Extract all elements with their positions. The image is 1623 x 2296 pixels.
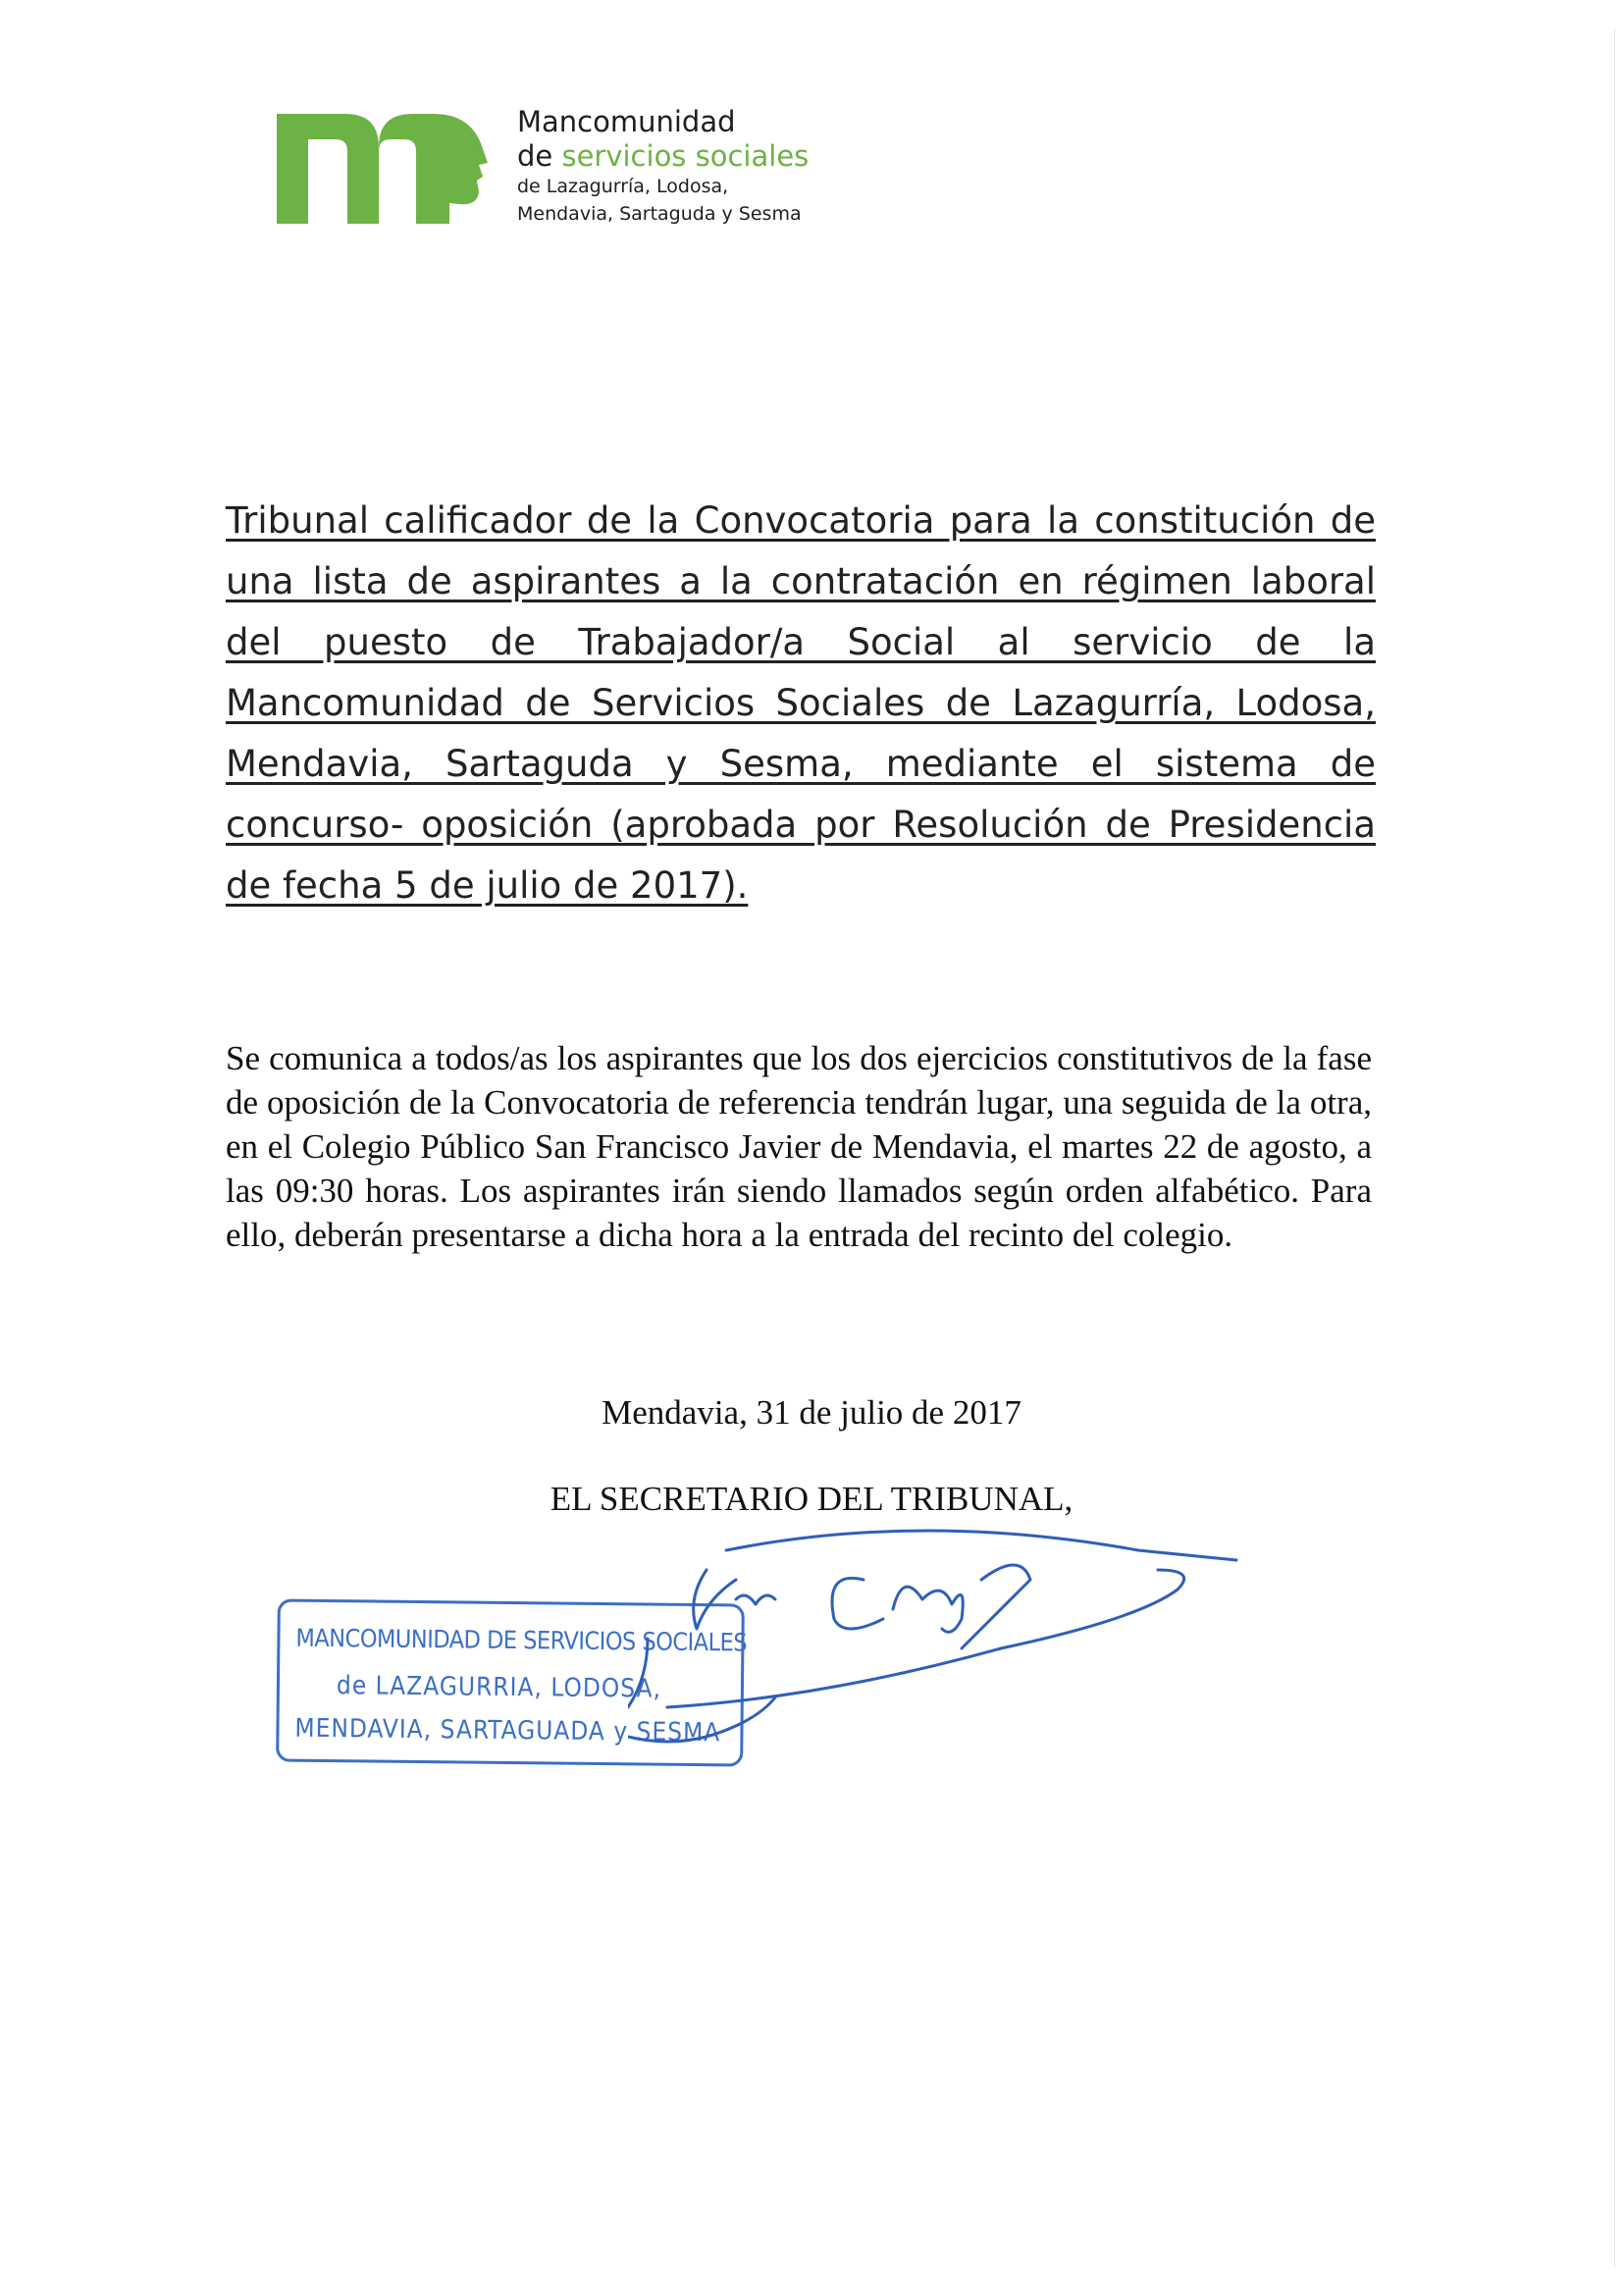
org-prefix: de bbox=[517, 139, 553, 173]
org-name: Mancomunidad bbox=[517, 105, 736, 138]
document-title: Tribunal calificador de la Convocatoria para la constitución de una lista de aspirantes a la contratación en régimen laboral del puesto de Trabajador/a Social al servicio de la Mancomunidad de Servicios Sociales de Lazagurría, Lodosa, Mendavia, Sartaguda y Sesma, mediante el sistema de concurso- oposición (aprobada por Resolución de Presidencia de fecha 5 de julio de 2017). bbox=[226, 499, 1376, 907]
page-edge-line bbox=[1614, 29, 1615, 2267]
stamp-line-1: MANCOMUNIDAD DE SERVICIOS SOCIALES bbox=[295, 1623, 748, 1657]
date-text: Mendavia, 31 de julio de 2017 bbox=[602, 1393, 1021, 1432]
stamp-line-3: MENDAVIA, SARTAGUADA y SESMA bbox=[294, 1713, 721, 1748]
org-towns-line-2: Mendavia, Sartaguda y Sesma bbox=[517, 203, 802, 225]
handwritten-signature-icon bbox=[628, 1511, 1256, 1766]
stamp-line-2: de LAZAGURRIA, LODOSA, bbox=[336, 1671, 662, 1704]
org-highlight: servicios sociales bbox=[561, 139, 810, 173]
org-towns-line-1: de Lazagurría, Lodosa, bbox=[517, 176, 729, 197]
mancomunidad-logo-icon bbox=[277, 104, 488, 224]
letterhead bbox=[277, 104, 964, 232]
date-line bbox=[0, 1393, 1623, 1433]
signer-title: EL SECRETARIO DEL TRIBUNAL, bbox=[550, 1480, 1073, 1518]
document-body: Se comunica a todos/as los aspirantes que los dos ejercicios constitutivos de la fase de oposición de la Convocatoria de referencia tendrán lugar, una seguida de la otra, en el Colegio Público San Francisco Javier de Mendavia, el martes 22 de agosto, a las 09:30 horas. Los aspirantes irán siendo llamados según orden alfabético. Para ello, deberán presentarse a dicha hora a la entrada del recinto del colegio. bbox=[226, 1039, 1372, 1254]
org-subtitle bbox=[517, 139, 809, 173]
organization-name-block bbox=[517, 104, 809, 228]
